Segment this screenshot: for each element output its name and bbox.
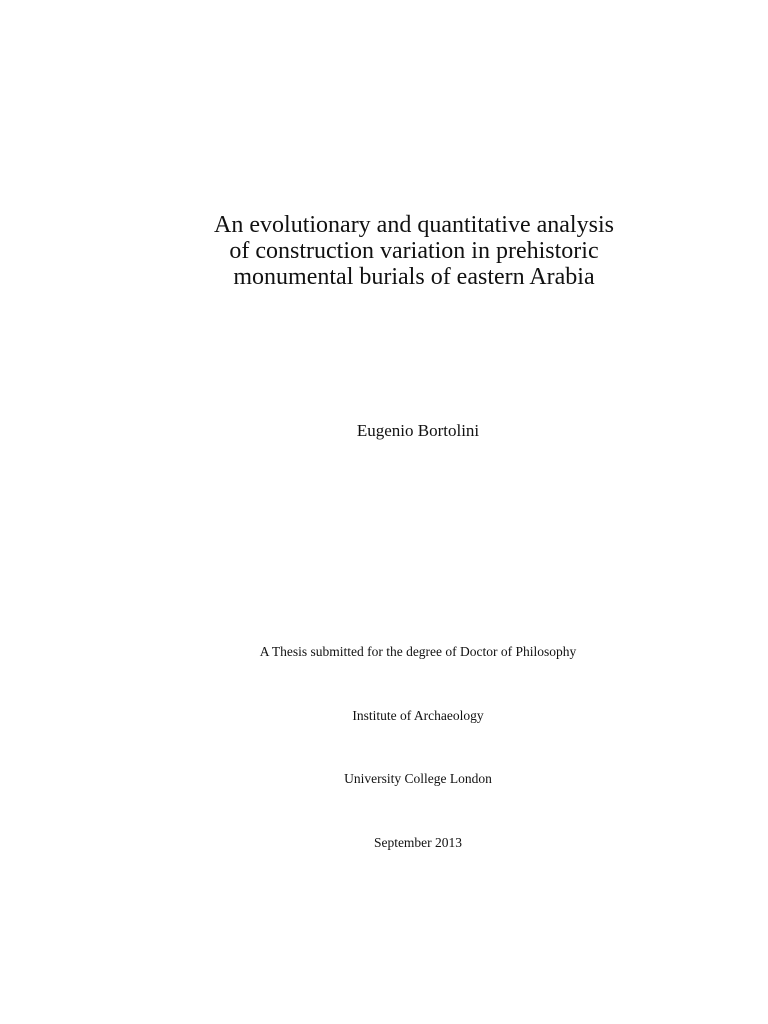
title-line-2: of construction variation in prehistoric bbox=[229, 238, 599, 264]
institute-name: Institute of Archaeology bbox=[352, 708, 484, 723]
degree-statement: A Thesis submitted for the degree of Doctor of Philosophy bbox=[259, 644, 577, 659]
university-name: University College London bbox=[344, 771, 492, 786]
thesis-title bbox=[134, 212, 694, 290]
author-name: Eugenio Bortolini bbox=[356, 421, 480, 440]
submission-date: September 2013 bbox=[373, 835, 463, 850]
title-line-1: An evolutionary and quantitative analysis bbox=[214, 212, 614, 238]
title-line-3: monumental burials of eastern Arabia bbox=[233, 264, 595, 290]
